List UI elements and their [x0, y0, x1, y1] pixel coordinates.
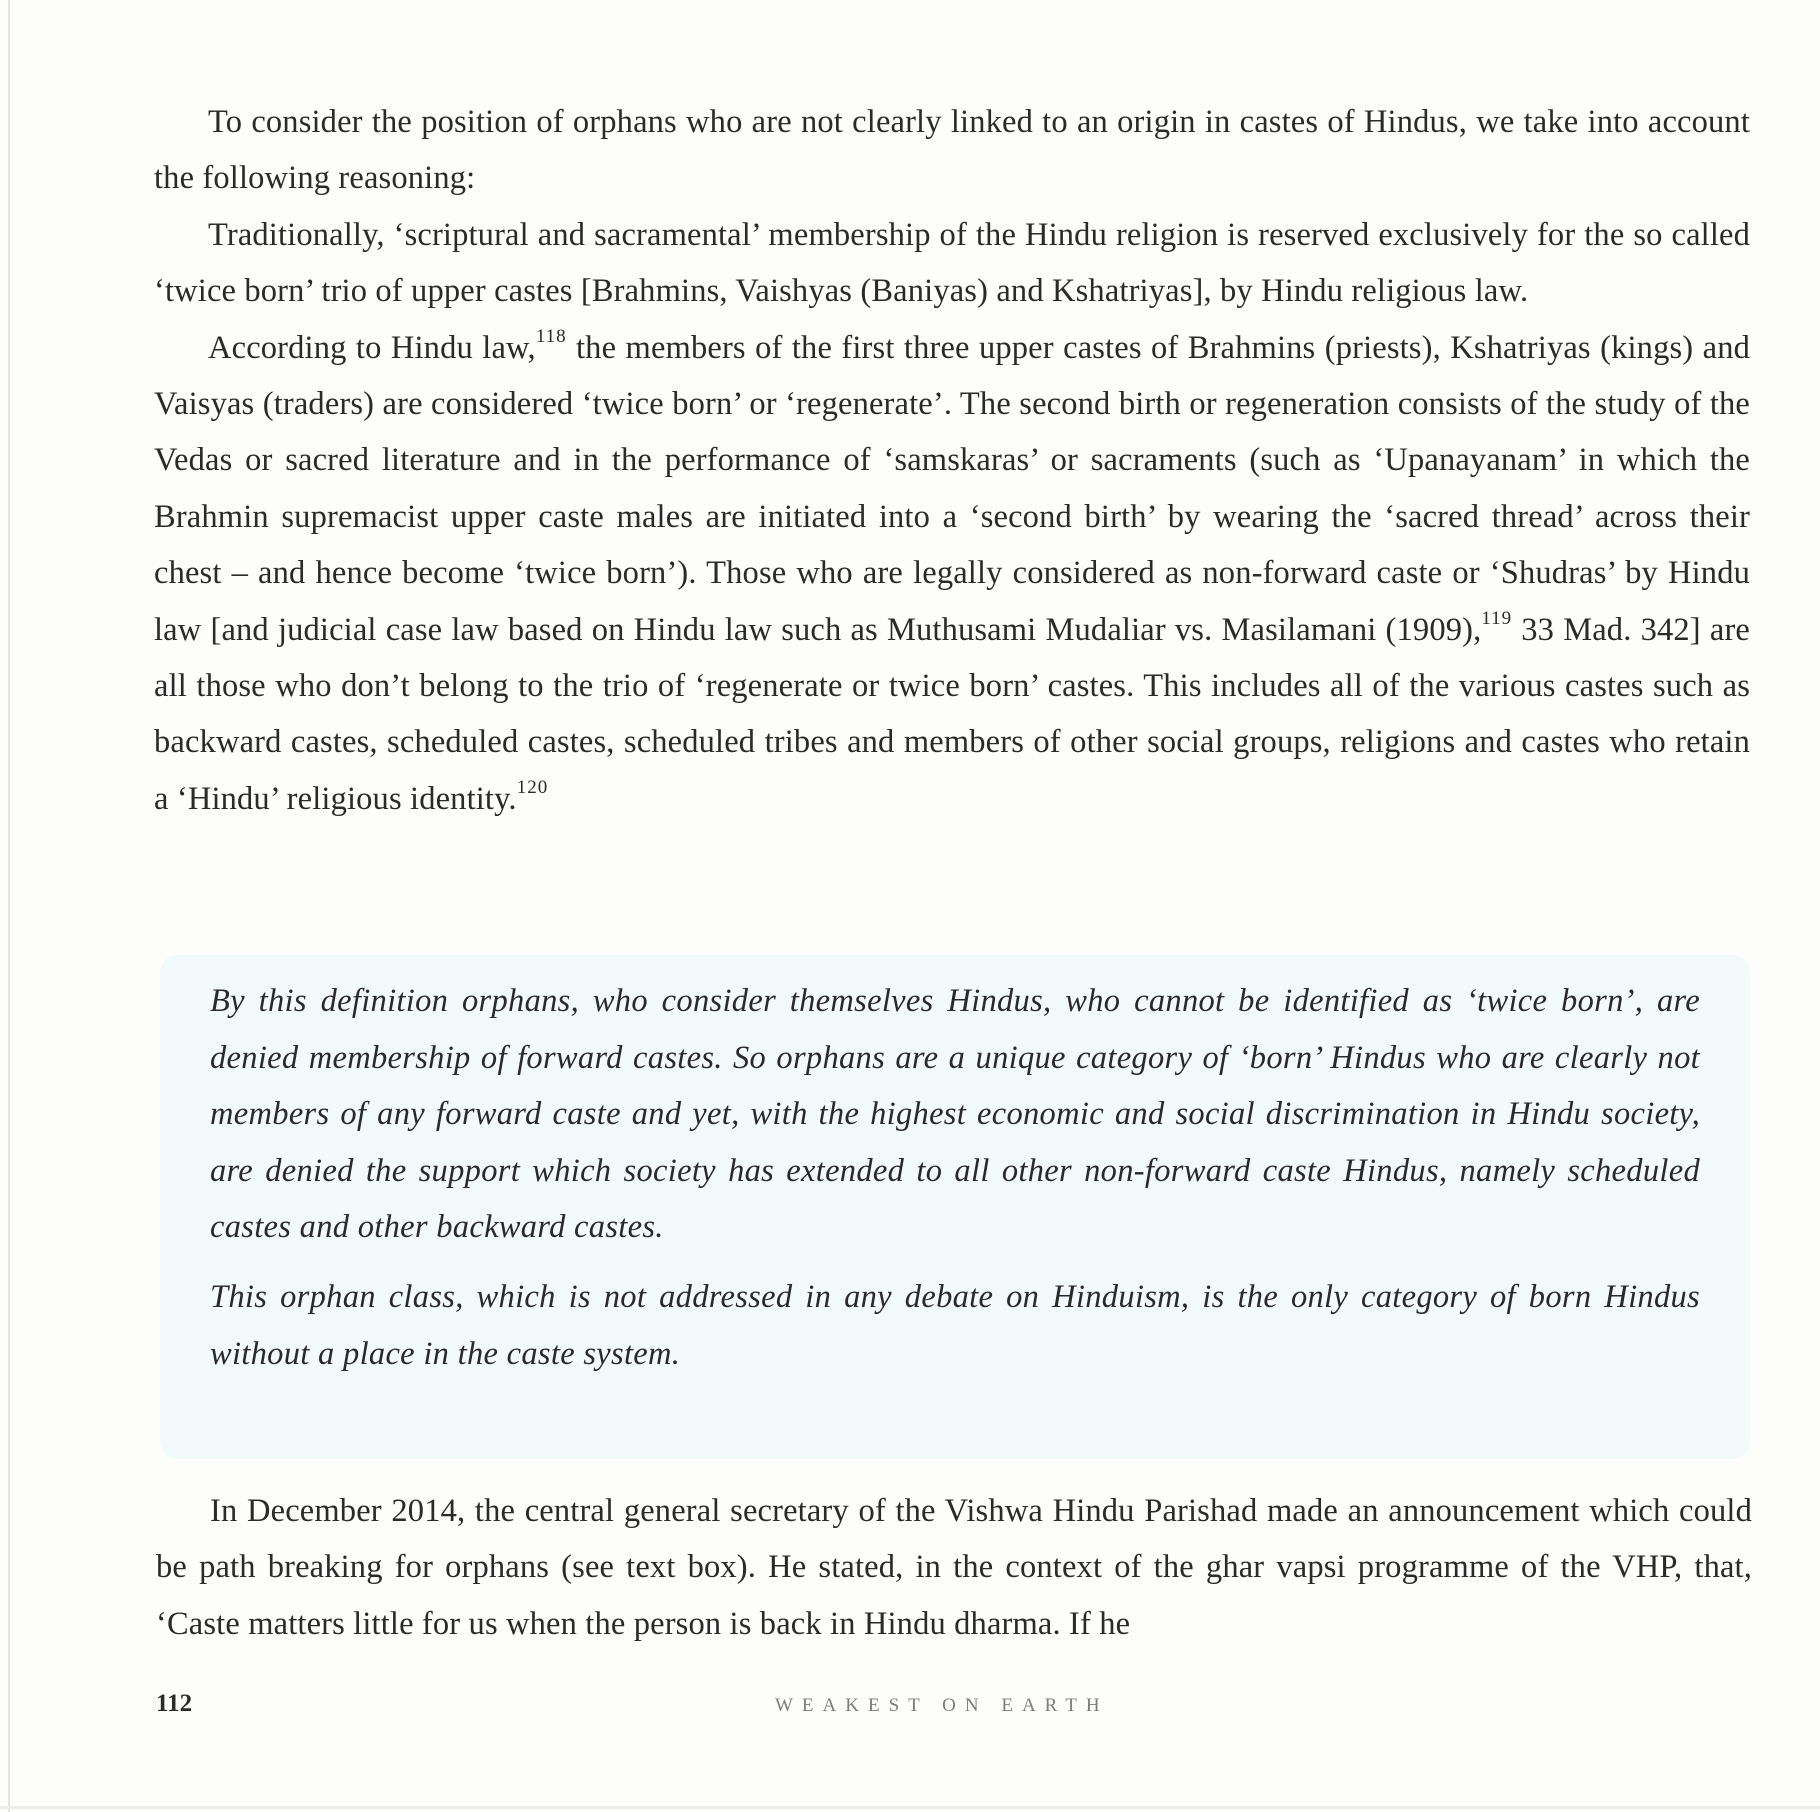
paragraph-december-2014: In December 2014, the central general secretary of the Vishwa Hindu Parishad made an announcement which could be path breaking for orphans (see text box). He stated, in the context of the ghar vapsi programme of the VHP, that, ‘Caste matters little for us when the person is back in Hindu dharma. If he [156, 1493, 1752, 1642]
page-number: 112 [156, 1690, 193, 1717]
page-left-edge [8, 0, 10, 1812]
paragraph-orphans-position: To consider the position of orphans who are not clearly linked to an origin in castes of Hindus, we take into account the following reasoning: [154, 104, 1750, 197]
paragraph-traditionally: Traditionally, ‘scriptural and sacramental’ membership of the Hindu religion is reserved exclusively for the so called ‘twice born’ trio of upper castes [Brahmins, Vaishyas (Baniyas) and Kshatriyas], by Hindu religious law. [154, 216, 1750, 310]
text-box-content [210, 973, 1700, 1382]
paragraph-hindu-law-part-c: 33 Mad. 342] are all those who don’t belong to the trio of ‘regenerate or twice born’ castes. This includes all of the various castes such as backward castes, scheduled castes, scheduled tribes and members of other social groups, religions and castes who retain a ‘Hindu’ religious identity. [154, 611, 1751, 817]
footnote-ref-118: 118 [535, 325, 567, 347]
footnote-ref-119: 119 [1481, 607, 1513, 629]
highlight-text-box [160, 955, 1750, 1459]
text-box-paragraph-definition: By this definition orphans, who consider themselves Hindus, who cannot be identified as ‘twice born’, are denied membership of forward castes. So orphans are a unique category of ‘born’ Hindus who are clearly not members of any forward caste and yet, with the highest economic and social discrimination in Hindu society, are denied the support which society has extended to all other non-forward caste Hindus, namely scheduled castes and other backward castes. [210, 983, 1700, 1246]
page-bottom-edge [0, 1806, 1820, 1809]
paragraph-hindu-law [154, 320, 1750, 828]
running-title: WEAKEST ON EARTH [775, 1695, 1109, 1716]
body-text-top [154, 94, 1750, 827]
text-box-paragraph-orphan-class: This orphan class, which is not addressed in any debate on Hinduism, is the only category of born Hindus without a place in the caste system. [210, 1278, 1700, 1372]
paragraph-hindu-law-part-a: According to Hindu law, [208, 329, 536, 366]
paragraph-hindu-law-part-b: the members of the first three upper castes of Brahmins (priests), Kshatriyas (kings) and Vaisyas (traders) are considered ‘twice born’ or ‘regenerate’. The second birth or regeneration consists of the study of the Vedas or sacred literature and in the performance of ‘samskaras’ or sacraments (such as ‘Upanayanam’ in which the Brahmin supremacist upper caste males are initiated into a ‘second birth’ by wearing the ‘sacred thread’ across their chest – and hence become ‘twice born’). Those who are legally considered as non-forward caste or ‘Shudras’ by Hindu law [and judicial case law based on Hindu law such as Muthusami Mudaliar vs. Masilamani (1909), [154, 329, 1751, 648]
body-text-bottom [156, 1483, 1752, 1652]
footnote-ref-120: 120 [516, 777, 549, 799]
